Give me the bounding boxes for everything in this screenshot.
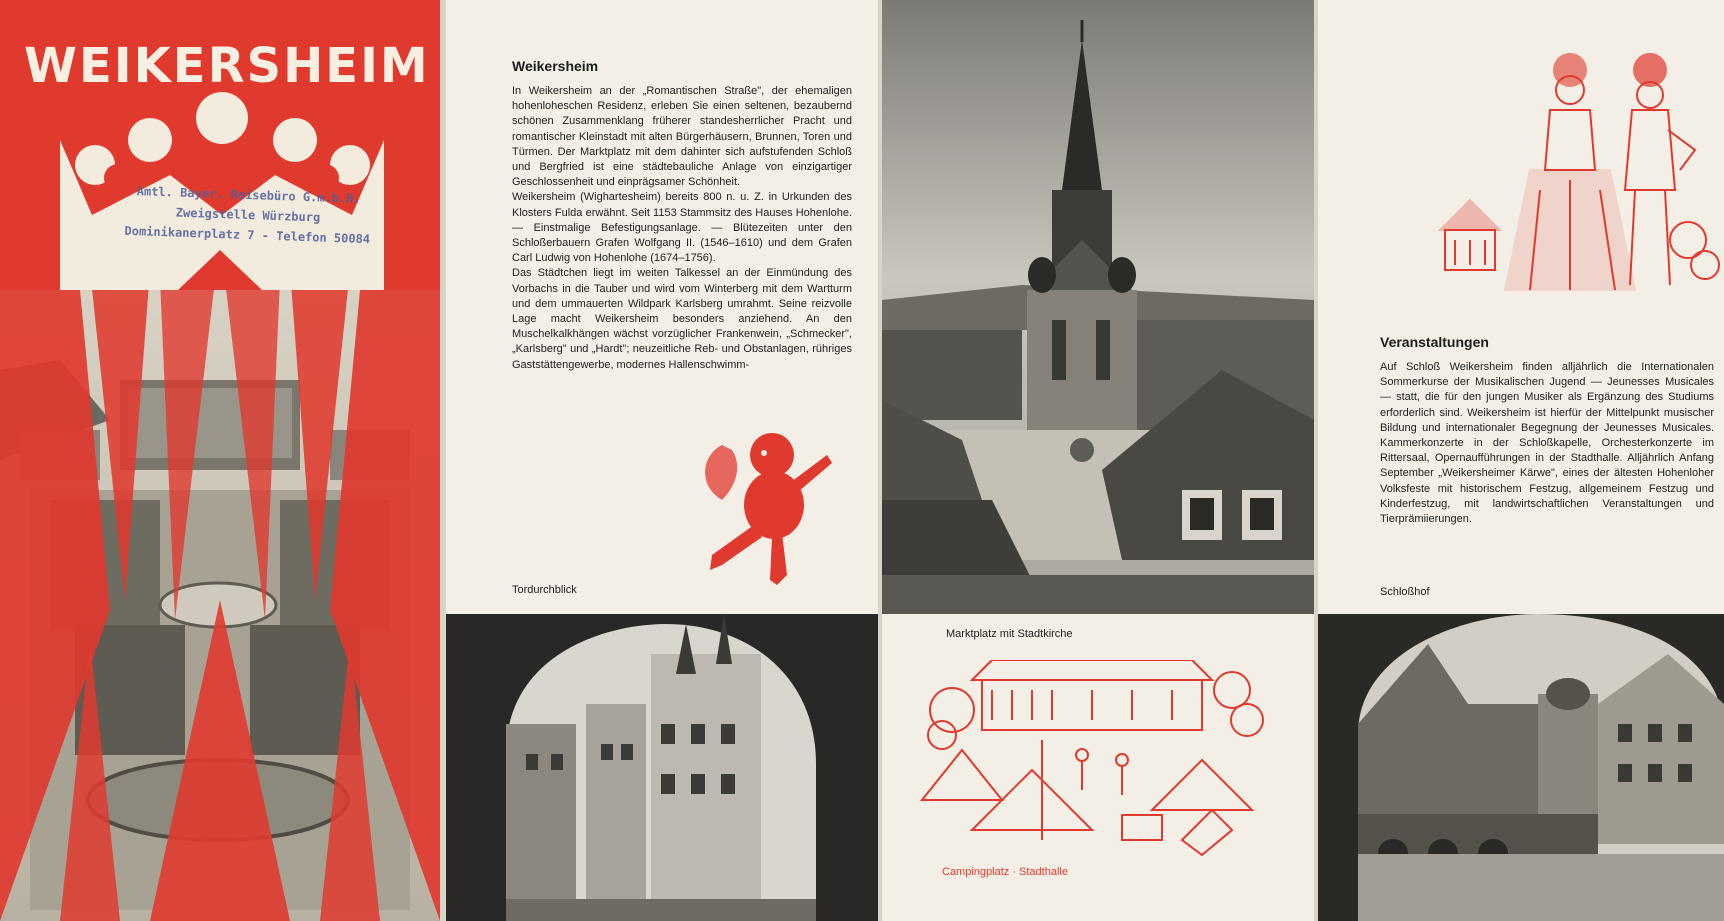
intro-text (512, 84, 852, 373)
intro-heading: Weikersheim (512, 58, 599, 74)
stamp-line: Zweigstelle Würzburg (175, 205, 321, 225)
camping-illustration (912, 660, 1292, 860)
intro-paragraph: Weikersheim (Wighartesheim) bereits 800 n. u. Z. in Urkunden des Klosters Fulda erwähnt. Seit 1153 Stammsitz des Hauses Hohenlohe. — Einstmalige Befestigungsanlage. — Blütezeiten unter den Schloßerbauern Grafen Wolfgang II. (1546–1610) und dem Grafen Carl Ludwig von Hohenlohe (1674–1756). (512, 191, 852, 265)
intro-panel (446, 0, 878, 921)
marktplatz-photo (882, 0, 1314, 614)
agency-stamp (117, 180, 379, 249)
events-heading: Veranstaltungen (1380, 334, 1489, 350)
marktplatz-panel (882, 0, 1314, 921)
caption-tordurchblick: Tordurchblick (512, 584, 577, 596)
cover-artwork (0, 0, 440, 921)
cover-title: WEIKERSHEIM (24, 38, 430, 94)
schlosshof-photo (1318, 614, 1724, 921)
events-text: Auf Schloß Weikersheim finden alljährlich die Internationalen Sommerkurse der Musikalischen Jugend — Jeunesses Musicales — statt, die für den jungen Musiker als Ergänzung des Studiums erforderlich sind. Weikersheim ist hierfür der Mittelpunkt musischer Bildung und internationaler Begegnung der Jeunesses Musicales. Kammerkonzerte in der Schloßkapelle, Orchesterkonzerte im Rittersaal, Opernaufführungen in der Stadthalle. Alljährlich Anfang September „Weikersheimer Kärwe", eines der ältesten Hohenloher Volksfeste mit historischem Festzug, allgemeinem Festzug und Kinderfestzug, mit landwirtschaftlichen Veranstaltungen und Tierprämiierungen. (1380, 361, 1714, 526)
cover-panel (0, 0, 440, 921)
intro-paragraph: In Weikersheim an der „Romantischen Straße", der ehemaligen hohenloheschen Residenz, erleben Sie einen seltenen, bezaubernd schönen Zusammenklang früherer standesherrlicher Pracht und romantischer Kleinstadt mit alten Bürgerhäusern, Brunnen, Toren und Türmen. Der Marktplatz mit dem dahinter sich aufstufenden Schloß und Bergfried ist eine städtebauliche Anlage von einzigartiger Geschlossenheit und einprägsamer Schönheit. (512, 85, 852, 189)
caption-schlosshof: Schloßhof (1380, 586, 1430, 598)
caption-camping: Campingplatz · Stadthalle (942, 866, 1068, 878)
intro-paragraph: Das Städtchen liegt im weiten Talkessel an der Einmündung des Vorbachs in die Tauber und wird vom Winterberg mit dem Wartturm und dem ummauerten Wildpark Karlsberg umrahmt. Seine reizvolle Lage macht Weikersheim besonders anziehend. An den Muschelkalkhängen wächst vorzüglicher Frankenwein, „Schmecker", „Karlsberg" und „Hardt"; neuzeitliche Reb- und Obstanlagen, rühriges Gaststättengewerbe, modernes Hallenschwimm- (512, 267, 852, 371)
events-panel (1318, 0, 1724, 921)
cherub-illustration (692, 425, 852, 595)
tordurchblick-photo (446, 614, 878, 921)
caption-marktplatz: Marktplatz mit Stadtkirche (946, 628, 1073, 640)
stamp-line: Dominikanerplatz 7 - Telefon 50084 (124, 223, 371, 247)
baroque-couple-illustration (1420, 40, 1720, 300)
stamp-line: Amtl. Bayer. Reisebüro G.m.b.H. (136, 184, 361, 206)
